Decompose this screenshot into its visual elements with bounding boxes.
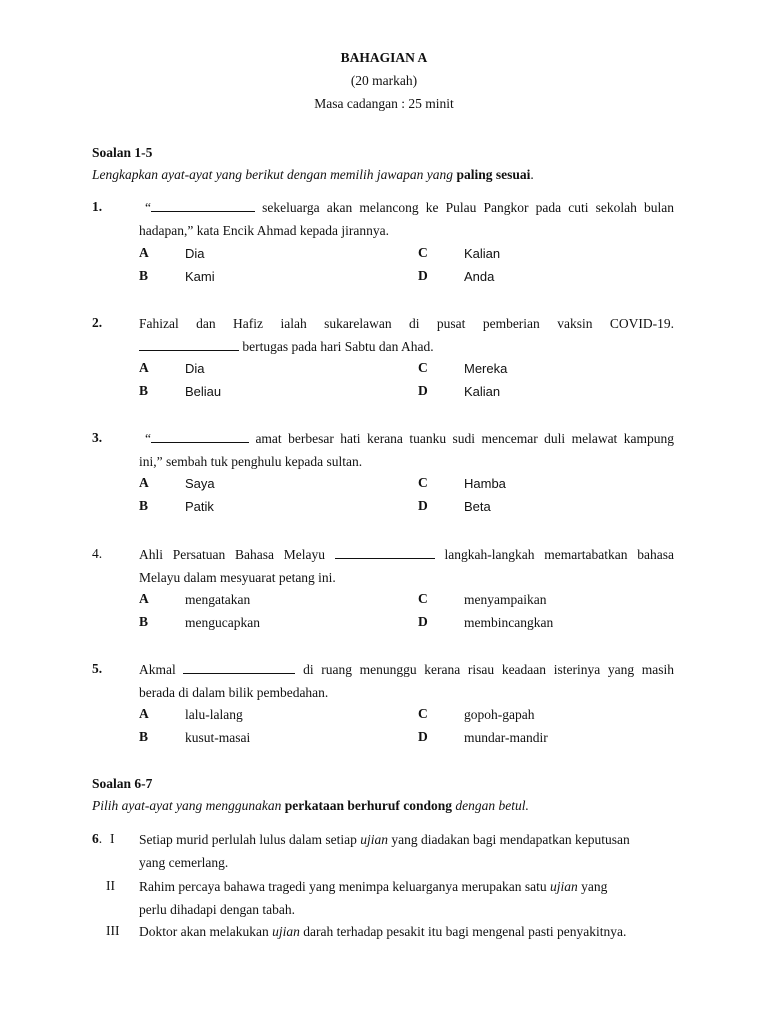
option-a[interactable]: Dia bbox=[185, 361, 205, 376]
question-3-text: “ amat berbesar hati kerana tuanku sudi mencemar duli melawat kampung ini,” sembah tuk penghulu kepada sultan. bbox=[139, 431, 674, 469]
answer-blank bbox=[183, 661, 295, 674]
option-letter: B bbox=[139, 729, 149, 744]
section1-title: Soalan 1-5 bbox=[92, 145, 153, 160]
option-letter: A bbox=[139, 591, 149, 606]
option-letter: C bbox=[418, 245, 428, 260]
section-title: BAHAGIAN A bbox=[340, 50, 428, 65]
question-number: 4. bbox=[92, 546, 103, 561]
option-a[interactable]: mengatakan bbox=[185, 592, 251, 607]
option-letter: A bbox=[139, 475, 149, 490]
option-letter: A bbox=[139, 706, 149, 721]
question-2-text: Fahizal dan Hafiz ialah sukarelawan di pusat pemberian vaksin COVID-19. bertugas pada hari Sabtu dan Ahad. bbox=[139, 316, 674, 354]
option-c[interactable]: gopoh-gapah bbox=[464, 707, 535, 722]
option-letter: B bbox=[139, 383, 149, 398]
option-a[interactable]: Saya bbox=[185, 476, 215, 491]
question-5-text: Akmal di ruang menunggu kerana risau keadaan isterinya yang masih berada di dalam bilik pembedahan. bbox=[139, 662, 674, 700]
statement-roman: II bbox=[106, 878, 115, 893]
section2-instruction: Pilih ayat-ayat yang menggunakan perkataan berhuruf condong dengan betul. bbox=[92, 798, 529, 813]
option-letter: D bbox=[418, 383, 428, 398]
option-d[interactable]: Kalian bbox=[464, 384, 501, 399]
statement-ii: Rahim percaya bahawa tragedi yang menimpa keluarganya merupakan satu ujian yang perlu dihadapi dengan tabah. bbox=[139, 879, 608, 917]
question-number: 6. bbox=[92, 831, 103, 846]
question-1-text: “ sekeluarga akan melancong ke Pulau Pangkor pada cuti sekolah bulan hadapan,” kata Encik Ahmad kepada jirannya. bbox=[139, 200, 674, 238]
option-letter: D bbox=[418, 729, 428, 744]
question-number: 5. bbox=[92, 661, 103, 676]
option-c[interactable]: menyampaikan bbox=[464, 592, 547, 607]
statement-roman: III bbox=[106, 923, 120, 938]
option-letter: A bbox=[139, 245, 149, 260]
statement-roman: I bbox=[110, 831, 115, 846]
option-letter: B bbox=[139, 268, 149, 283]
question-number: 3. bbox=[92, 430, 103, 445]
question-4-text: Ahli Persatuan Bahasa Melayu langkah-langkah memartabatkan bahasa Melayu dalam mesyuarat petang ini. bbox=[139, 547, 674, 585]
suggested-time: Masa cadangan : 25 minit bbox=[314, 96, 454, 111]
option-letter: D bbox=[418, 614, 428, 629]
option-letter: C bbox=[418, 706, 428, 721]
option-letter: D bbox=[418, 268, 428, 283]
statement-iii: Doktor akan melakukan ujian darah terhadap pesakit itu bagi mengenal pasti penyakitnya. bbox=[139, 924, 627, 939]
answer-blank bbox=[151, 199, 255, 212]
question-number: 2. bbox=[92, 315, 103, 330]
option-b[interactable]: Beliau bbox=[185, 384, 222, 399]
option-letter: B bbox=[139, 498, 149, 513]
option-letter: C bbox=[418, 360, 428, 375]
section-marks: (20 markah) bbox=[350, 73, 418, 88]
statement-i: Setiap murid perlulah lulus dalam setiap ujian yang diadakan bagi mendapatkan keputusan yang cemerlang. bbox=[139, 832, 630, 870]
answer-blank bbox=[151, 430, 249, 443]
question-number: 1. bbox=[92, 199, 103, 214]
option-b[interactable]: Kami bbox=[185, 269, 215, 284]
option-d[interactable]: mundar-mandir bbox=[464, 730, 548, 745]
option-letter: C bbox=[418, 591, 428, 606]
answer-blank bbox=[139, 338, 239, 351]
option-c[interactable]: Mereka bbox=[464, 361, 508, 376]
option-c[interactable]: Hamba bbox=[464, 476, 506, 491]
option-b[interactable]: mengucapkan bbox=[185, 615, 260, 630]
option-letter: A bbox=[139, 360, 149, 375]
option-b[interactable]: kusut-masai bbox=[185, 730, 251, 745]
section2-title: Soalan 6-7 bbox=[92, 776, 153, 791]
option-d[interactable]: Beta bbox=[464, 499, 491, 514]
answer-blank bbox=[335, 546, 435, 559]
option-letter: B bbox=[139, 614, 149, 629]
option-a[interactable]: lalu-lalang bbox=[185, 707, 243, 722]
option-letter: D bbox=[418, 498, 428, 513]
option-c[interactable]: Kalian bbox=[464, 246, 501, 261]
option-d[interactable]: membincangkan bbox=[464, 615, 554, 630]
option-a[interactable]: Dia bbox=[185, 246, 205, 261]
option-d[interactable]: Anda bbox=[464, 269, 495, 284]
option-b[interactable]: Patik bbox=[185, 499, 214, 514]
option-letter: C bbox=[418, 475, 428, 490]
section1-instruction: Lengkapkan ayat-ayat yang berikut dengan memilih jawapan yang paling sesuai. bbox=[92, 167, 534, 182]
